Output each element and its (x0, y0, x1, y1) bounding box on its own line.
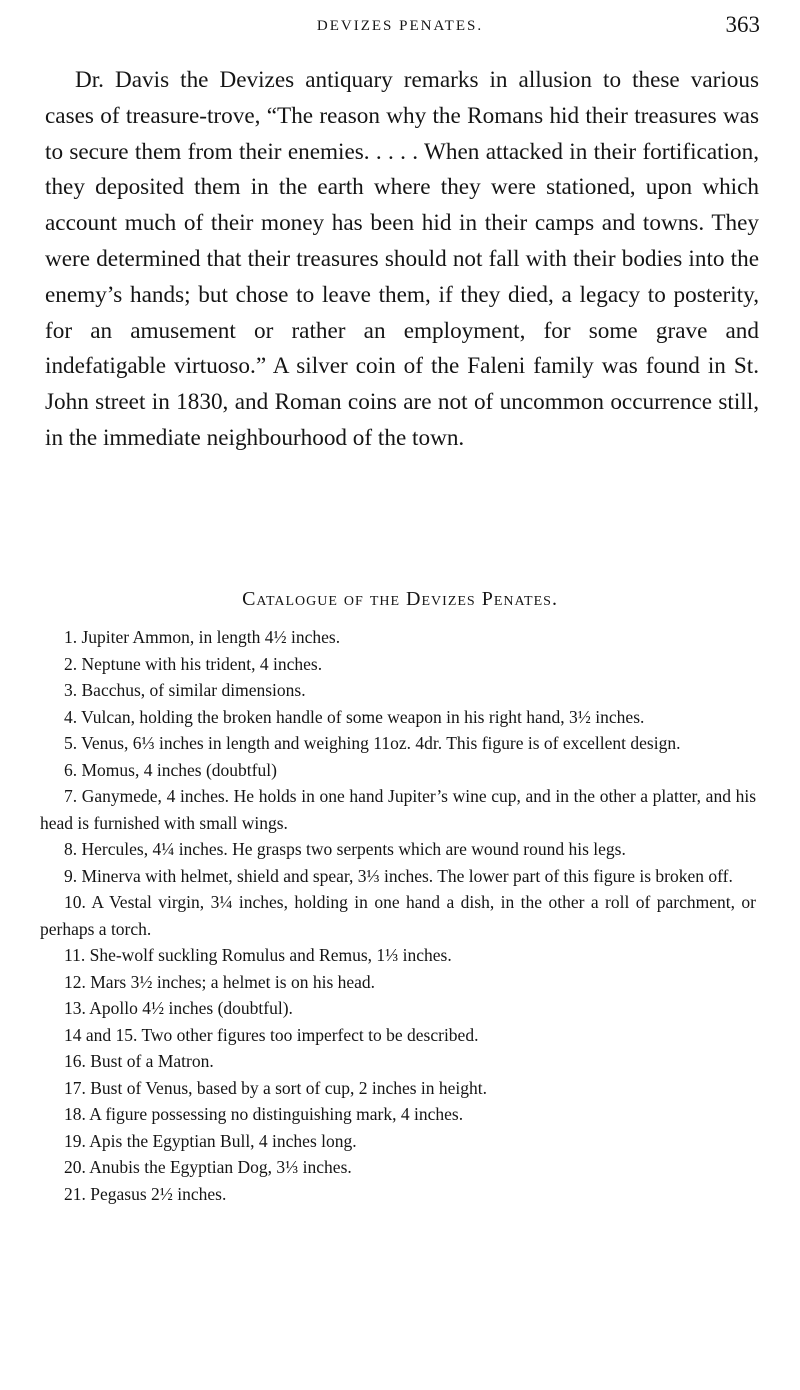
running-title: DEVIZES PENATES. (316, 18, 484, 34)
catalogue-heading: Catalogue of the Devizes Penates. (242, 588, 558, 610)
catalogue-entry: 4. Vulcan, holding the broken handle of some weapon in his right hand, 3½ inches. (64, 706, 645, 727)
catalogue-entry: 9. Minerva with helmet, shield and spear, 3⅓ inches. The lower part of this figure is broken off. (64, 865, 733, 886)
catalogue-entry: 16. Bust of a Matron. (64, 1051, 214, 1071)
running-head (0, 12, 800, 42)
catalogue-entry: 13. Apollo 4½ inches (doubtful). (64, 998, 293, 1018)
catalogue-entry: 6. Momus, 4 inches (doubtful) (64, 759, 277, 780)
catalogue-entry: 20. Anubis the Egyptian Dog, 3⅓ inches. (64, 1157, 352, 1177)
page-number: 363 (725, 12, 760, 37)
catalogue-entry: 18. A figure possessing no distinguishing mark, 4 inches. (64, 1104, 464, 1124)
catalogue-entry: 17. Bust of Venus, based by a sort of cup, 2 inches in height. (64, 1077, 488, 1098)
catalogue-entry: 3. Bacchus, of similar dimensions. (64, 680, 306, 700)
catalogue-entry: 21. Pegasus 2½ inches. (64, 1183, 227, 1204)
catalogue-entry: 19. Apis the Egyptian Bull, 4 inches long. (64, 1130, 357, 1151)
intro-paragraph: Dr. Davis the Devizes antiquary remarks in allusion to these various cases of treasure-trove, “The reason why the Romans hid their treasures was to secure them from their enemies. . . . . When attacked in their fortification, they deposited them in the earth where they were stationed, upon which account much of their money has been hid in their camps and towns. They were determined that their treasures should not fall with their bodies into the enemy’s hands; but chose to leave them, if they died, a legacy to posterity, for an amusement or rather an employment, for some grave and indefatigable virtuoso.” A silver coin of the Faleni family was found in St. John street in 1830, and Roman coins are not of uncommon occurrence still, in the immediate neighbourhood of the town. (45, 67, 759, 451)
catalogue-entry: 5. Venus, 6⅓ inches in length and weighing 11oz. 4dr. This figure is of excellent design. (64, 733, 681, 753)
catalogue-list (40, 624, 756, 1207)
catalogue-entry: 7. Ganymede, 4 inches. He holds in one hand Jupiter’s wine cup, and in the other a platter, and his head is furnished with small wings. (40, 786, 756, 833)
catalogue-entry: 10. A Vestal virgin, 3¼ inches, holding in one hand a dish, in the other a roll of parchment, or perhaps a torch. (40, 892, 756, 939)
catalogue-entry: 8. Hercules, 4¼ inches. He grasps two serpents which are wound round his legs. (64, 839, 626, 859)
catalogue-entry: 14 and 15. Two other figures too imperfect to be described. (64, 1024, 479, 1045)
catalogue-entry: 2. Neptune with his trident, 4 inches. (64, 653, 323, 674)
catalogue-entry: 12. Mars 3½ inches; a helmet is on his head. (64, 971, 376, 992)
catalogue-entry: 1. Jupiter Ammon, in length 4½ inches. (64, 627, 341, 647)
catalogue-entry: 11. She-wolf suckling Romulus and Remus, 1⅓ inches. (64, 945, 452, 965)
